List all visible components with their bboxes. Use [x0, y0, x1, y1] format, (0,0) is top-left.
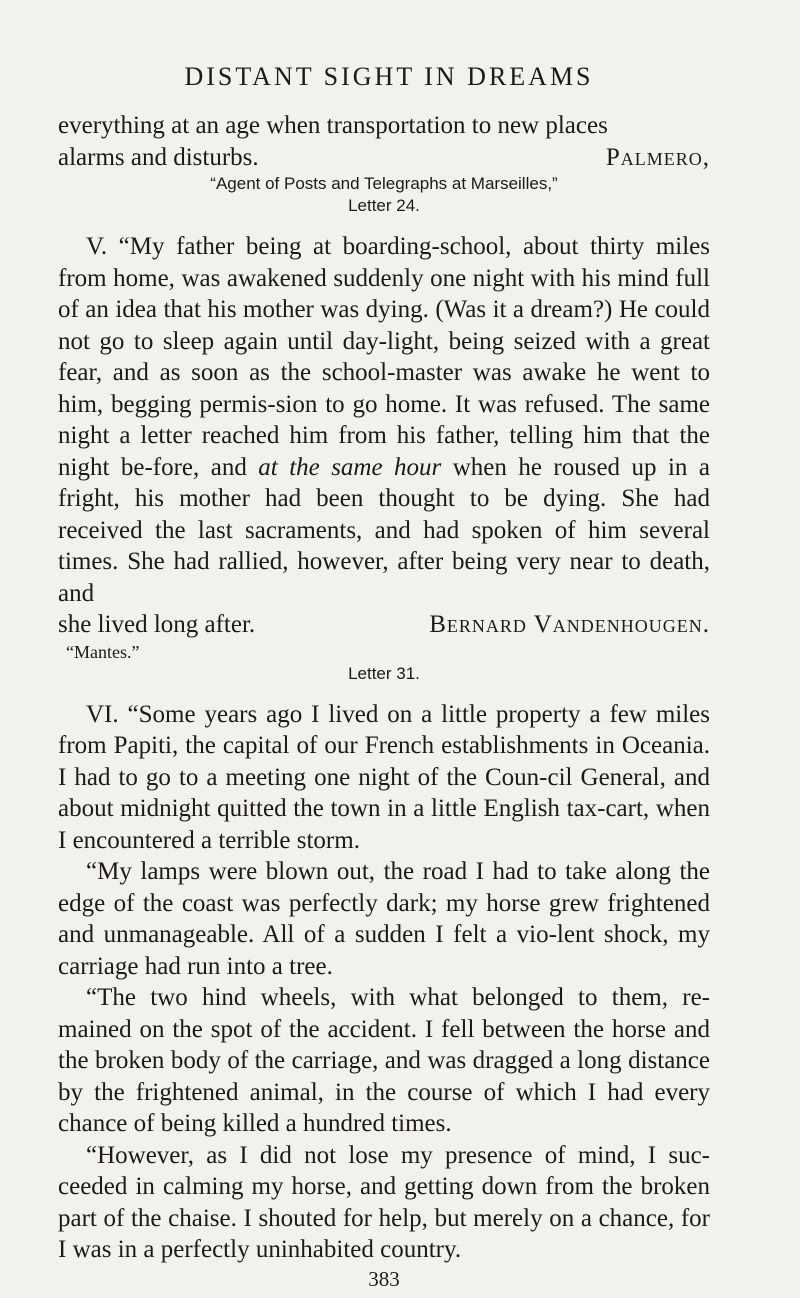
closing-line [58, 609, 710, 641]
section-v-text-b: when he roused up in a fright, his mother had been thought to be dying. She had received the last sacraments, and had spoken of him several times. She had rallied, however, after being very near to death, and [58, 453, 710, 607]
section-vi-paragraph: VI. “Some years ago I lived on a little property a few miles from Papiti, the capital of our French establishments in Oceania. I had to go to a meeting one night of the Coun-cil General, and about midnight quitted the town in a little English tax-cart, when I encountered a terrible storm. [58, 700, 710, 854]
page-number: 383 [368, 1266, 400, 1291]
letter-reference: Letter 31. [348, 663, 420, 683]
section-v-text-a: V. “My father being at boarding-school, about thirty miles from home, was awakened suddenly one night with his mind full of an idea that his mother was dying. (Was it a dream?) He could not go to sleep again until day-light, being seized with a great fear, and as soon as the school-master was awake he went to him, begging permis-sion to go home. It was refused. The same night a letter reached him from his father, telling him that the night be-fore, and [58, 233, 710, 481]
letter-reference: Letter 24. [348, 196, 420, 215]
running-head: DISTANT SIGHT IN DREAMS [184, 62, 594, 91]
signature-vandenhougen: Bernard Vandenhougen. [429, 611, 710, 638]
paragraph: “However, as I did not lose my presence of mind, I suc-ceeded in calming my horse, and getting down from the broken part of the chaise. I shouted for help, but merely on a chance, for I was in a perfectly uninhabited country. [58, 1141, 710, 1263]
signature-palmero: Palmero, [605, 143, 710, 171]
closing-line [58, 142, 710, 174]
source-line: “Mantes.” [66, 641, 140, 662]
paragraph: “The two hind wheels, with what belonged to them, re-mained on the spot of the accident. I fell between the horse and the broken body of the carriage, and was dragged a long distance by the frightened animal, in the course of which I had every chance of being killed a hundred times. [58, 984, 710, 1137]
source-line: “Agent of Posts and Telegraphs at Marseilles,” [210, 174, 558, 193]
closing-text: alarms and disturbs. [58, 143, 259, 171]
section-v-paragraph [58, 231, 710, 609]
closing-text: she lived long after. [58, 611, 256, 638]
paragraph: “My lamps were blown out, the road I had to take along the edge of the coast was perfectly dark; my horse grew frightened and unmanageable. All of a sudden I felt a vio-lent shock, my carriage had run into a tree. [58, 858, 710, 980]
continuation-line: everything at an age when transportation to new places [58, 112, 608, 139]
section-v-italic: at the same hour [258, 453, 442, 481]
